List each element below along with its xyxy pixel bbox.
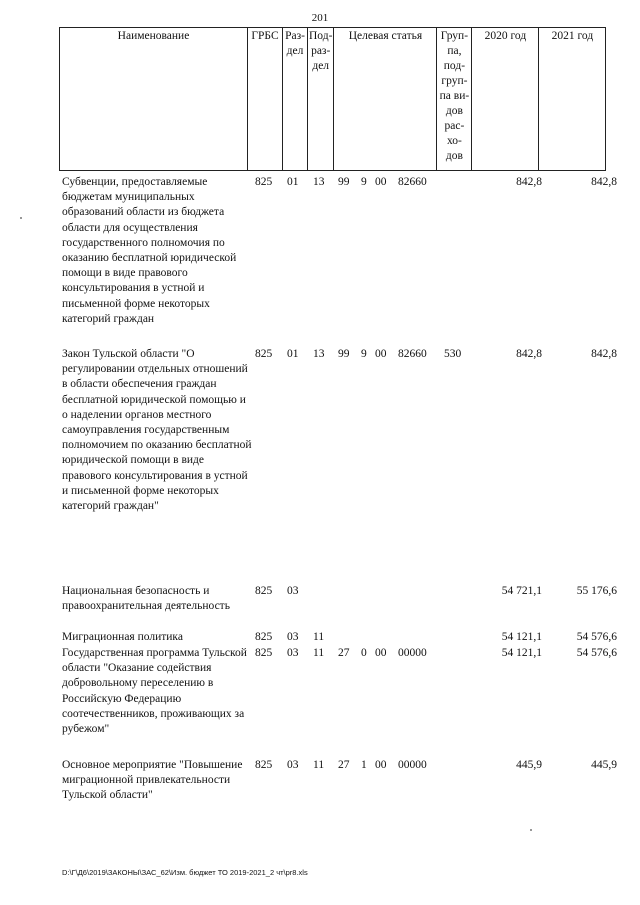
row-name: Основное мероприятие "Повышение миграционной привлекательности Тульской области"	[62, 759, 243, 802]
row-grbs: 825	[255, 647, 273, 659]
row-2020: 445,9	[516, 759, 542, 771]
row-target-program: 99	[338, 176, 350, 188]
row-target-program: 27	[338, 759, 350, 771]
file-path-footer: D:\Г\Д6\2019\ЗАКОНЫ\ЗАС_62\Изм. бюджет ТО 2019-2021_2 чт\pr8.xls	[62, 868, 308, 877]
header-name: Наименование	[60, 28, 248, 171]
header-2021: 2021 год	[539, 28, 606, 171]
row-2021: 842,8	[591, 176, 617, 188]
row-name: Государственная программа Тульской области "Оказание содействия добровольному переселению в Российскую Федерацию соотечественников, проживающих за рубежом"	[62, 647, 247, 736]
scan-speck	[530, 829, 532, 831]
row-target-subprogram: 9	[361, 176, 367, 188]
row-target-program: 99	[338, 348, 350, 360]
row-target-subprogram: 0	[361, 647, 367, 659]
header-2020: 2020 год	[472, 28, 539, 171]
row-podrazdel: 11	[313, 759, 325, 771]
header-podrazdel: Под- раз- дел	[308, 28, 334, 171]
row-target-program: 27	[338, 647, 350, 659]
row-2020: 54 121,1	[501, 631, 542, 643]
row-name: Миграционная политика	[62, 631, 183, 643]
scan-speck	[20, 217, 22, 219]
row-grbs: 825	[255, 348, 273, 360]
row-2021: 445,9	[591, 759, 617, 771]
row-podrazdel: 11	[313, 647, 325, 659]
row-podrazdel: 13	[313, 348, 325, 360]
row-razdel: 01	[287, 176, 299, 188]
row-2021: 54 576,6	[576, 631, 617, 643]
row-target-direction: 00000	[398, 647, 427, 659]
row-name: Закон Тульской области "О регулировании отдельных отношений в области обеспечения граждан бесплатной юридической помощью и о наделении органов местного самоуправления государственным полномочием по оказанию бесплатной юридической помощи в виде правового консультирования в устной и письменной форме некоторых категорий граждан"	[62, 348, 252, 513]
row-2020: 54 721,1	[501, 585, 542, 597]
row-grbs: 825	[255, 176, 273, 188]
row-target-event: 00	[375, 348, 387, 360]
header-group: Груп- па, под- груп- па ви- дов рас- хо- дов	[437, 28, 472, 171]
row-target-event: 00	[375, 176, 387, 188]
row-razdel: 01	[287, 348, 299, 360]
row-2020: 842,8	[516, 176, 542, 188]
row-2021: 842,8	[591, 348, 617, 360]
row-podrazdel: 13	[313, 176, 325, 188]
row-group: 530	[444, 348, 462, 360]
table-header	[59, 27, 606, 171]
row-2021: 54 576,6	[576, 647, 617, 659]
row-grbs: 825	[255, 585, 273, 597]
row-target-direction: 00000	[398, 759, 427, 771]
row-target-subprogram: 1	[361, 759, 367, 771]
row-razdel: 03	[287, 759, 299, 771]
row-target-direction: 82660	[398, 176, 427, 188]
row-razdel: 03	[287, 647, 299, 659]
header-target: Целевая статья	[334, 28, 437, 171]
row-2021: 55 176,6	[576, 585, 617, 597]
row-target-subprogram: 9	[361, 348, 367, 360]
row-grbs: 825	[255, 759, 273, 771]
row-target-event: 00	[375, 647, 387, 659]
row-target-event: 00	[375, 759, 387, 771]
row-2020: 54 121,1	[501, 647, 542, 659]
row-name: Национальная безопасность и правоохранительная деятельность	[62, 585, 230, 613]
row-razdel: 03	[287, 585, 299, 597]
row-razdel: 03	[287, 631, 299, 643]
page-number: 201	[311, 12, 329, 24]
header-razdel: Раз- дел	[283, 28, 308, 171]
row-target-direction: 82660	[398, 348, 427, 360]
row-podrazdel: 11	[313, 631, 325, 643]
row-name: Субвенции, предоставляемые бюджетам муниципальных образований области из бюджета области для осуществления государственного полномочия по оказанию бесплатной юридической помощи в виде правового консультирования в устной и письменной форме некоторых категорий граждан	[62, 176, 237, 325]
row-2020: 842,8	[516, 348, 542, 360]
row-grbs: 825	[255, 631, 273, 643]
header-grbs: ГРБС	[248, 28, 283, 171]
